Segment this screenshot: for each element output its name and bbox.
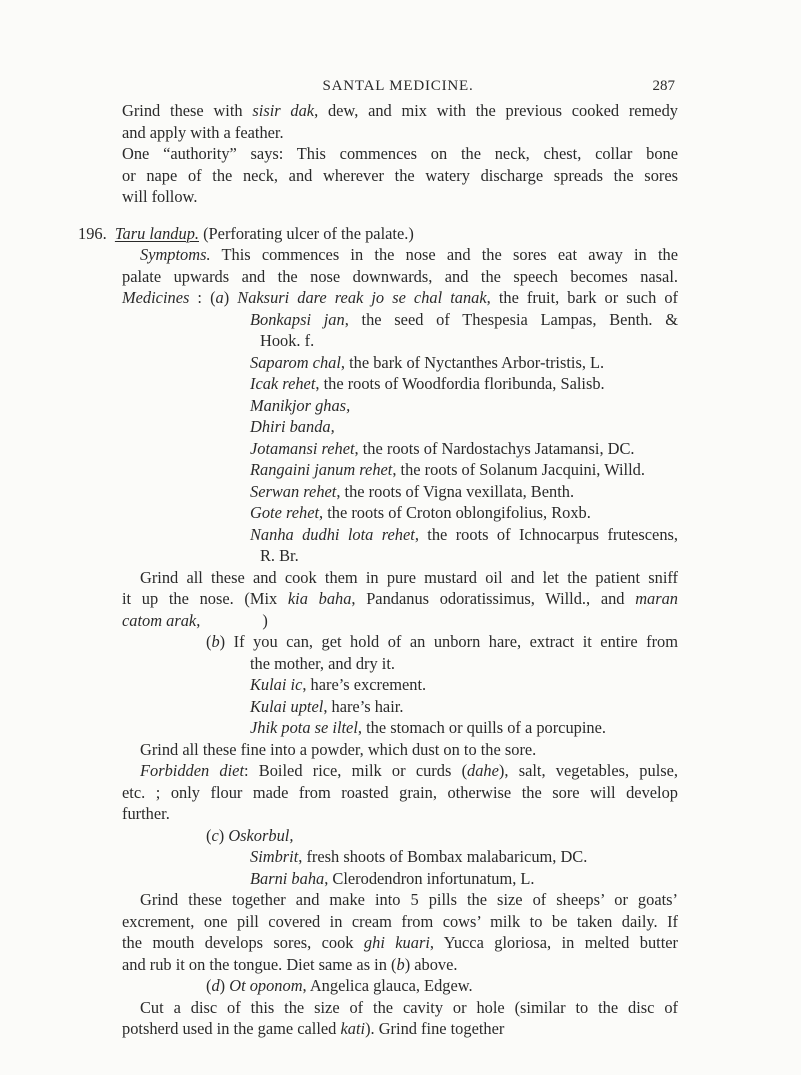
paragraph-line: One “authority” says: This commences on the neck, chest, collar bone: [122, 144, 678, 163]
entry-number: 196.: [78, 223, 107, 243]
paragraph-line: will follow.: [122, 187, 198, 206]
remedy-line: Bonkapsi jan, the seed of Thespesia Lampas, Benth. &: [250, 309, 678, 329]
page-number: 287: [652, 78, 675, 94]
entry-name: Taru landup.: [114, 223, 199, 243]
paragraph-line: and apply with a feather.: [122, 122, 284, 142]
remedy-line: (d) Ot oponom, Angelica glauca, Edgew.: [206, 976, 473, 995]
remedy-line: (b) If you can, get hold of an unborn hare, extract it entire from: [206, 632, 678, 651]
remedy-line: (c) Oskorbul,: [206, 825, 294, 845]
paragraph-line: Grind all these fine into a powder, which dust on to the sore.: [140, 739, 537, 759]
paragraph-line: further.: [122, 804, 170, 823]
paragraph-line: potsherd used in the game called kati). Grind fine together: [122, 1019, 505, 1038]
remedy-line: Jhik pota se iltel, the stomach or quills of a porcupine.: [250, 718, 606, 737]
paragraph-line: catom arak, ): [122, 610, 268, 630]
paragraph-line: etc. ; only flour made from roasted grain, otherwise the sore will develop: [122, 782, 678, 802]
paragraph-line: it up the nose. (Mix kia baha, Pandanus odoratissimus, Willd., and maran: [122, 589, 678, 608]
paragraph-line: the mouth develops sores, cook ghi kuari, Yucca gloriosa, in melted butter: [122, 933, 678, 952]
remedy-line: Jotamansi rehet, the roots of Nardostachys Jatamansi, DC.: [250, 438, 635, 458]
remedy-line: Icak rehet, the roots of Woodfordia floribunda, Salisb.: [250, 374, 605, 393]
paragraph-line: Grind these together and make into 5 pills the size of sheeps’ or goats’: [140, 890, 678, 909]
paragraph-line: Cut a disc of this the size of the cavity or hole (similar to the disc of: [140, 997, 678, 1017]
paragraph-line: Grind these with sisir dak, dew, and mix with the previous cooked remedy: [122, 101, 678, 120]
entry-heading: 196. Taru landup. (Perforating ulcer of the palate.): [78, 223, 414, 243]
remedy-line: Barni baha, Clerodendron infortunatum, L.: [250, 868, 535, 888]
medicines-line: Medicines : (a) Naksuri dare reak jo se chal tanak, the fruit, bark or such of: [122, 288, 679, 307]
remedy-line: R. Br.: [260, 546, 299, 565]
remedy-line: the mother, and dry it.: [250, 653, 396, 673]
remedy-line: Gote rehet, the roots of Croton oblongifolius, Roxb.: [250, 503, 591, 522]
page-body: [78, 100, 678, 1040]
running-title: SANTAL MEDICINE.: [322, 78, 474, 94]
remedy-line: Dhiri banda,: [250, 417, 335, 436]
remedy-line: Kulai ic, hare’s excrement.: [250, 675, 427, 694]
symptoms-line: Symptoms. This commences in the nose and the sores eat away in the: [140, 245, 678, 264]
remedy-line: Simbrit, fresh shoots of Bombax malabaricum, DC.: [250, 847, 588, 866]
paragraph-line: excrement, one pill covered in cream from cows’ milk to be taken daily. If: [122, 911, 678, 931]
remedy-line: Kulai uptel, hare’s hair.: [250, 696, 404, 716]
paragraph-line: Grind all these and cook them in pure mustard oil and let the patient sniff: [140, 567, 678, 587]
remedy-line: Nanha dudhi lota rehet, the roots of Ichnocarpus frutescens,: [250, 524, 678, 544]
paragraph-line: or nape of the neck, and wherever the watery discharge spreads the sores: [122, 165, 678, 185]
page-header: [122, 76, 674, 98]
remedy-line: Hook. f.: [260, 331, 315, 350]
remedy-line: Serwan rehet, the roots of Vigna vexillata, Benth.: [250, 481, 575, 501]
remedy-line: Manikjor ghas,: [250, 395, 351, 415]
remedy-line: Saparom chal, the bark of Nyctanthes Arbor-tristis, L.: [250, 352, 605, 372]
paragraph-line: and rub it on the tongue. Diet same as in (b) above.: [122, 954, 458, 974]
forbidden-line: Forbidden diet: Boiled rice, milk or curds (dahe), salt, vegetables, pulse,: [140, 761, 678, 780]
paragraph-line: palate upwards and the nose downwards, and the speech becomes nasal.: [122, 266, 678, 286]
remedy-line: Rangaini janum rehet, the roots of Solanum Jacquini, Willd.: [250, 460, 645, 479]
